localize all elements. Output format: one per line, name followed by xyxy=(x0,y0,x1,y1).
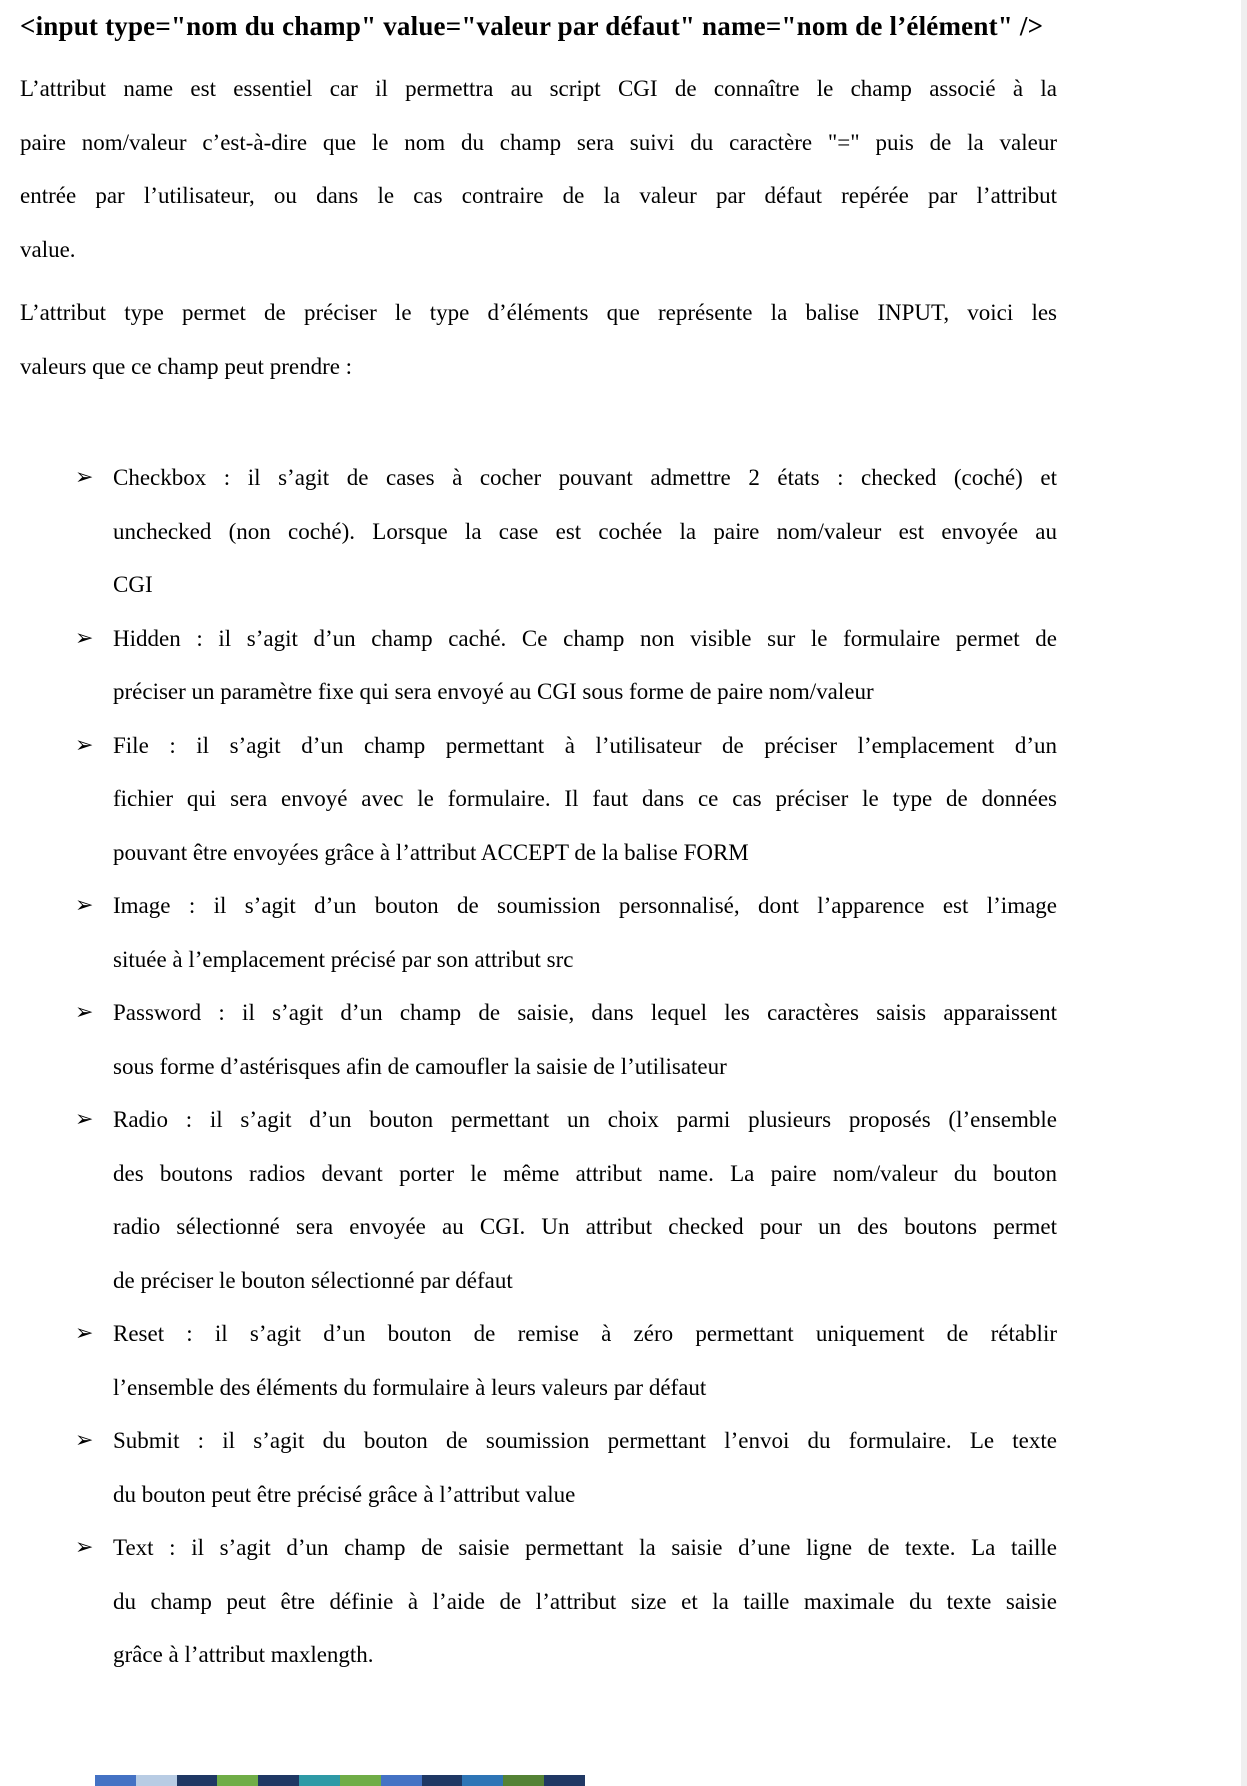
list-item-reset xyxy=(20,1307,1057,1414)
list-item-line: Checkbox : il s’agit de cases à cocher pouvant admettre 2 états : checked (coché) et xyxy=(113,465,1057,490)
list-item-line: fichier qui sera envoyé avec le formulaire. Il faut dans ce cas préciser le type de données xyxy=(113,786,1057,811)
paragraph-2 xyxy=(20,286,1057,393)
strip-color-segment xyxy=(258,1775,299,1786)
arrow-bullet-icon: ➢ xyxy=(75,1535,94,1560)
arrow-bullet-icon: ➢ xyxy=(75,1428,94,1453)
strip-color-segment xyxy=(217,1775,258,1786)
list-item-submit xyxy=(20,1414,1057,1521)
strip-color-segment xyxy=(136,1775,177,1786)
input-types-list xyxy=(20,451,1057,1682)
list-item-line: Image : il s’agit d’un bouton de soumission personnalisé, dont l’apparence est l’image xyxy=(113,893,1057,918)
page-content xyxy=(20,0,1057,1682)
cropped-image-top-strip xyxy=(95,1775,585,1786)
arrow-bullet-icon: ➢ xyxy=(75,465,94,490)
list-item-line: Text : il s’agit d’un champ de saisie permettant la saisie d’une ligne de texte. La taille xyxy=(113,1535,1057,1560)
paragraph-1 xyxy=(20,62,1057,276)
paragraph-line: value. xyxy=(20,236,76,262)
list-item-line: radio sélectionné sera envoyée au CGI. Un attribut checked pour un des boutons permet xyxy=(113,1214,1057,1239)
list-item-line: sous forme d’astérisques afin de camoufler la saisie de l’utilisateur xyxy=(113,1053,727,1079)
arrow-bullet-icon: ➢ xyxy=(75,1107,94,1132)
paragraph-line: valeurs que ce champ peut prendre : xyxy=(20,353,353,379)
list-item-line: du bouton peut être précisé grâce à l’attribut value xyxy=(113,1481,576,1507)
paragraph-line: paire nom/valeur c’est-à-dire que le nom du champ sera suivi du caractère "=" puis de la valeur xyxy=(20,129,1057,155)
list-item-line: de préciser le bouton sélectionné par défaut xyxy=(113,1267,513,1293)
list-item-line: Password : il s’agit d’un champ de saisie, dans lequel les caractères saisis apparaissent xyxy=(113,1000,1057,1025)
list-item-hidden xyxy=(20,612,1057,719)
paragraph-line: entrée par l’utilisateur, ou dans le cas contraire de la valeur par défaut repérée par l’attribut xyxy=(20,183,1057,208)
list-item-line: pouvant être envoyées grâce à l’attribut ACCEPT de la balise FORM xyxy=(113,839,749,865)
list-item-line: CGI xyxy=(113,572,153,597)
arrow-bullet-icon: ➢ xyxy=(75,625,94,651)
arrow-bullet-icon: ➢ xyxy=(75,893,94,918)
list-item-password xyxy=(20,986,1057,1093)
list-item-line: Radio : il s’agit d’un bouton permettant un choix parmi plusieurs proposés (l’ensemble xyxy=(113,1107,1057,1132)
list-item-file xyxy=(20,719,1057,880)
list-item-line: Reset : il s’agit d’un bouton de remise à zéro permettant uniquement de rétablir xyxy=(113,1321,1057,1346)
list-item-line: Submit : il s’agit du bouton de soumission permettant l’envoi du formulaire. Le texte xyxy=(113,1428,1057,1453)
code-snippet-line: <input type="nom du champ" value="valeur par défaut" name="nom de l’élément" /> xyxy=(20,11,1044,41)
list-item-line: préciser un paramètre fixe qui sera envoyé au CGI sous forme de paire nom/valeur xyxy=(113,679,874,704)
list-item-line: File : il s’agit d’un champ permettant à l’utilisateur de préciser l’emplacement d’un xyxy=(113,732,1057,758)
arrow-bullet-icon: ➢ xyxy=(75,1000,94,1025)
paragraph-line: L’attribut type permet de préciser le type d’éléments que représente la balise INPUT, voici les xyxy=(20,300,1057,325)
strip-color-segment xyxy=(544,1775,585,1786)
list-item-line: située à l’emplacement précisé par son attribut src xyxy=(113,946,574,972)
list-item-line: des boutons radios devant porter le même attribut name. La paire nom/valeur du bouton xyxy=(113,1160,1057,1186)
strip-color-segment xyxy=(462,1775,503,1786)
list-item-text xyxy=(20,1521,1057,1682)
list-item-radio xyxy=(20,1093,1057,1307)
list-item-line: Hidden : il s’agit d’un champ caché. Ce champ non visible sur le formulaire permet de xyxy=(113,625,1057,651)
strip-color-segment xyxy=(340,1775,381,1786)
page-right-edge xyxy=(1241,0,1247,1786)
list-item-line: du champ peut être définie à l’aide de l’attribut size et la taille maximale du texte saisie xyxy=(113,1588,1057,1614)
intro-paragraphs xyxy=(20,62,1057,393)
strip-color-segment xyxy=(422,1775,463,1786)
strip-color-segment xyxy=(299,1775,340,1786)
arrow-bullet-icon: ➢ xyxy=(75,1321,94,1346)
list-item-line: unchecked (non coché). Lorsque la case est cochée la paire nom/valeur est envoyée au xyxy=(113,518,1057,544)
strip-color-segment xyxy=(95,1775,136,1786)
list-item-checkbox xyxy=(20,451,1057,612)
strip-color-segment xyxy=(177,1775,218,1786)
paragraph-line: L’attribut name est essentiel car il permettra au script CGI de connaître le champ associé à la xyxy=(20,76,1057,101)
arrow-bullet-icon: ➢ xyxy=(75,732,94,758)
list-item-line: grâce à l’attribut maxlength. xyxy=(113,1642,374,1667)
strip-color-segment xyxy=(503,1775,544,1786)
list-item-line: l’ensemble des éléments du formulaire à leurs valeurs par défaut xyxy=(113,1374,707,1400)
strip-color-segment xyxy=(381,1775,422,1786)
list-item-image xyxy=(20,879,1057,986)
